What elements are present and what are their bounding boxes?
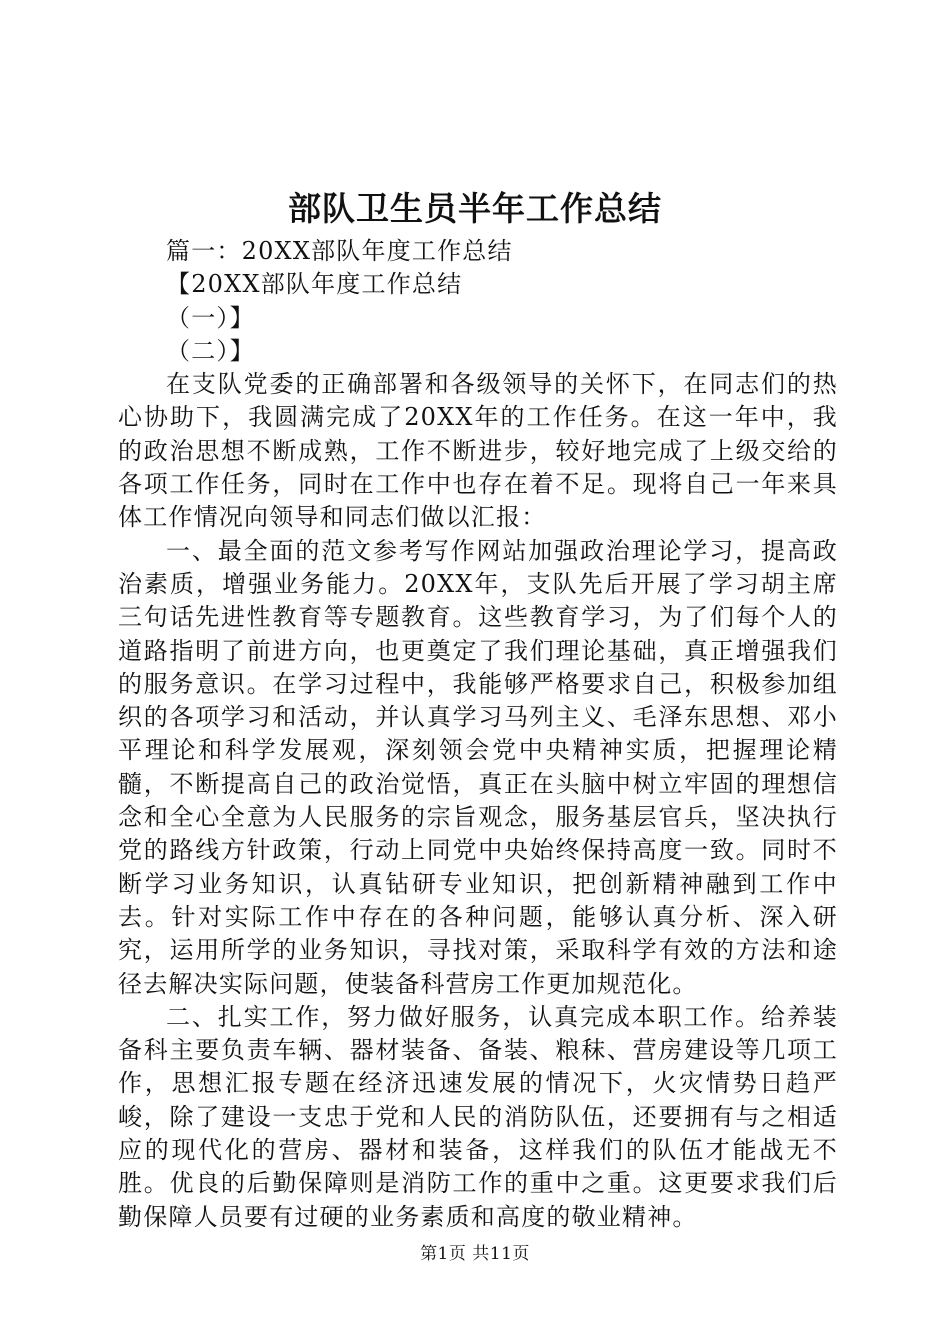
body-paragraph: 一、最全面的范文参考写作网站加强政治理论学习，提高政治素质，增强业务能力。20XX年，支队先后开展了学习胡主席三句话先进性教育等专题教育。这些教育学习，为了们每个人的道路指明了前进方向，也更奠定了我们理论基础，真正增强我们的服务意识。在学习过程中，我能够严格要求自己，积极参加组织的各项学习和活动，并认真学习马列主义、毛泽东思想、邓小平理论和科学发展观，深刻领会党中央精神实质，把握理论精髓，不断提高自己的政治觉悟，真正在头脑中树立牢固的理想信念和全心全意为人民服务的宗旨观念，服务基层官兵，坚决执行党的路线方针政策，行动上同党中央始终保持高度一致。同时不断学习业务知识，认真钻研专业知识，把创新精神融到工作中去。针对实际工作中存在的各种问题，能够认真分析、深入研究，运用所学的业务知识，寻找对策，采取科学有效的方法和途径去解决实际问题，使装备科营房工作更加规范化。 (118, 536, 838, 998)
section-heading-line: （二）】 (166, 336, 255, 365)
section-heading-line: 篇一：20XX部队年度工作总结 (166, 237, 513, 265)
section-heading-line: 【20XX部队年度工作总结 (166, 270, 463, 299)
body-paragraph: 二、扎实工作，努力做好服务，认真完成本职工作。给养装备科主要负责车辆、器材装备、备装、粮秣、营房建设等几项工作，思想汇报专题在经济迅速发展的情况下，火灾情势日趋严峻，除了建设一支忠于党和人民的消防队伍，还要拥有与之相适应的现代化的营房、器材和装备，这样我们的队伍才能战无不胜。优良的后勤保障则是消防工作的重中之重。这更要求我们后勤保障人员要有过硬的业务素质和高度的敬业精神。 (118, 1002, 838, 1231)
document-body (118, 235, 838, 1234)
body-paragraph: 在支队党委的正确部署和各级领导的关怀下，在同志们的热心协助下，我圆满完成了20XX年的工作任务。在这一年中，我的政治思想不断成熟，工作不断进步，较好地完成了上级交给的各项工作任务，同时在工作中也存在着不足。现将自己一年来具体工作情况向领导和同志们做以汇报： (118, 370, 838, 532)
page-footer: 第1页 共11页 (420, 1244, 530, 1264)
section-heading-line: （一）】 (166, 303, 255, 332)
document-title: 部队卫生员半年工作总结 (288, 189, 662, 228)
